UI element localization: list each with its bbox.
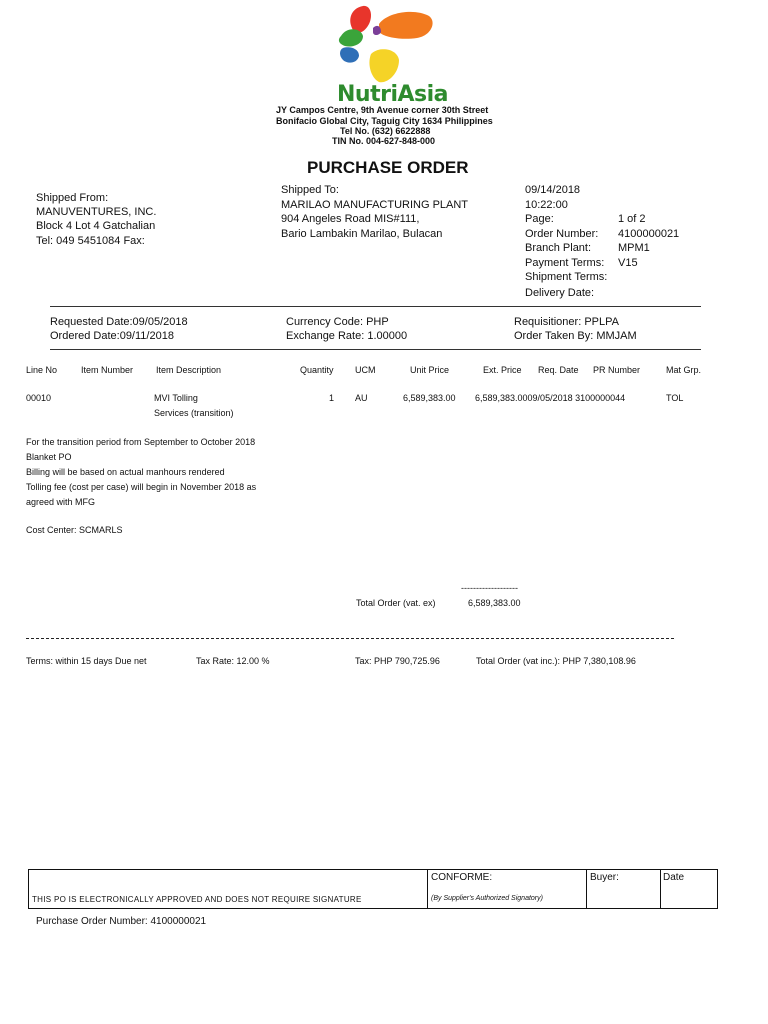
ordered-date: Ordered Date:09/11/2018: [50, 330, 174, 342]
row-line-no: 00010: [26, 393, 52, 403]
header-unit-price: Unit Price: [410, 365, 450, 375]
shipped-to-address1: 904 Angeles Road MIS#111,: [281, 213, 420, 225]
shipped-to-address2: Bario Lambakin Marilao, Bulacan: [281, 228, 443, 240]
approval-box: [28, 869, 718, 909]
order-date: 09/14/2018: [525, 184, 581, 196]
total-vat-inc: Total Order (vat inc.): PHP 7,380,108.96: [476, 656, 636, 666]
logo-petals-icon: [333, 2, 453, 86]
header-req-date: Req. Date: [538, 365, 579, 375]
shipped-to-name: MARILAO MANUFACTURING PLANT: [281, 199, 469, 211]
order-number-value: 4100000021: [618, 228, 680, 240]
header-ucm: UCM: [355, 365, 376, 375]
nutriasia-logo: [333, 2, 453, 108]
header-ext-price: Ext. Price: [483, 365, 522, 375]
terms-text: Terms: within 15 days Due net: [26, 656, 147, 666]
payment-terms-value: V15: [618, 257, 638, 269]
requested-date: Requested Date:09/05/2018: [50, 316, 188, 328]
shipped-to-label: Shipped To:: [281, 184, 339, 196]
shipped-from-label: Shipped From:: [36, 192, 109, 204]
page-value: 1 of 2: [618, 213, 646, 225]
conforme-label: CONFORME:: [431, 872, 493, 883]
row-mat-grp: TOL: [666, 393, 684, 403]
header-mat-grp: Mat Grp.: [666, 365, 702, 375]
row-quantity: 1: [329, 393, 335, 403]
footer-po-number: Purchase Order Number: 4100000021: [36, 916, 207, 927]
conforme-cell: [427, 870, 586, 908]
tax-amount: Tax: PHP 790,725.96: [355, 656, 440, 666]
header-pr-number: PR Number: [593, 365, 641, 375]
page-label: Page:: [525, 213, 554, 225]
cost-center: Cost Center: SCMARLS: [26, 525, 123, 535]
payment-terms-label: Payment Terms:: [525, 257, 605, 269]
shipment-terms-label: Shipment Terms:: [525, 271, 608, 283]
requisitioner: Requisitioner: PPLPA: [514, 316, 619, 328]
page-title: PURCHASE ORDER: [307, 158, 469, 177]
note-line-4: Tolling fee (cost per case) will begin in November 2018 as: [26, 482, 257, 492]
header-item-description: Item Description: [156, 365, 222, 375]
note-line-1: For the transition period from September to October 2018: [26, 437, 256, 447]
delivery-date-label: Delivery Date:: [525, 287, 595, 299]
row-unit-price: 6,589,383.00: [403, 393, 456, 403]
row-ext-price-date-pr: 6,589,383.0009/05/2018 3100000044: [475, 393, 626, 403]
order-number-label: Order Number:: [525, 228, 599, 240]
company-address-line1: JY Campos Centre, 9th Avenue corner 30th Street: [276, 105, 489, 115]
separator-dashed: [26, 638, 674, 639]
note-line-2: Blanket PO: [26, 452, 72, 462]
header-item-number: Item Number: [81, 365, 134, 375]
currency-code: Currency Code: PHP: [286, 316, 389, 328]
tax-rate: Tax Rate: 12.00 %: [196, 656, 270, 666]
branch-plant-value: MPM1: [618, 242, 650, 254]
company-tel: Tel No. (632) 6622888: [340, 126, 431, 136]
separator-top: [50, 306, 701, 307]
row-description-2: Services (transition): [154, 408, 234, 418]
total-label: Total Order (vat. ex): [356, 598, 436, 608]
separator-mid: [50, 349, 701, 350]
exchange-rate: Exchange Rate: 1.00000: [286, 330, 408, 342]
company-tin: TIN No. 004-627-848-000: [332, 136, 436, 146]
row-description-1: MVI Tolling: [154, 393, 198, 403]
header-line-no: Line No: [26, 365, 58, 375]
date-label: Date: [663, 872, 685, 883]
shipped-from-address: Block 4 Lot 4 Gatchalian: [36, 220, 156, 232]
branch-plant-label: Branch Plant:: [525, 242, 592, 254]
note-line-3: Billing will be based on actual manhours rendered: [26, 467, 225, 477]
shipped-from-name: MANUVENTURES, INC.: [36, 206, 157, 218]
approval-text: THIS PO IS ELECTRONICALLY APPROVED AND DOES NOT REQUIRE SIGNATURE: [32, 895, 362, 904]
order-taken-by: Order Taken By: MMJAM: [514, 330, 637, 342]
row-ucm: AU: [355, 393, 368, 403]
date-cell: [660, 870, 717, 908]
note-line-5: agreed with MFG: [26, 497, 96, 507]
total-underline: -------------------: [461, 583, 518, 593]
buyer-label: Buyer:: [590, 872, 619, 883]
logo-text: NutriAsia: [337, 82, 448, 107]
shipped-from-tel: Tel: 049 5451084 Fax:: [36, 235, 145, 247]
header-quantity: Quantity: [300, 365, 334, 375]
total-value: 6,589,383.00: [468, 598, 521, 608]
buyer-cell: [586, 870, 661, 908]
order-time: 10:22:00: [525, 199, 568, 211]
company-address-line2: Bonifacio Global City, Taguig City 1634 Philippines: [276, 116, 493, 126]
signatory-note: (By Supplier's Authorized Signatory): [431, 895, 543, 902]
